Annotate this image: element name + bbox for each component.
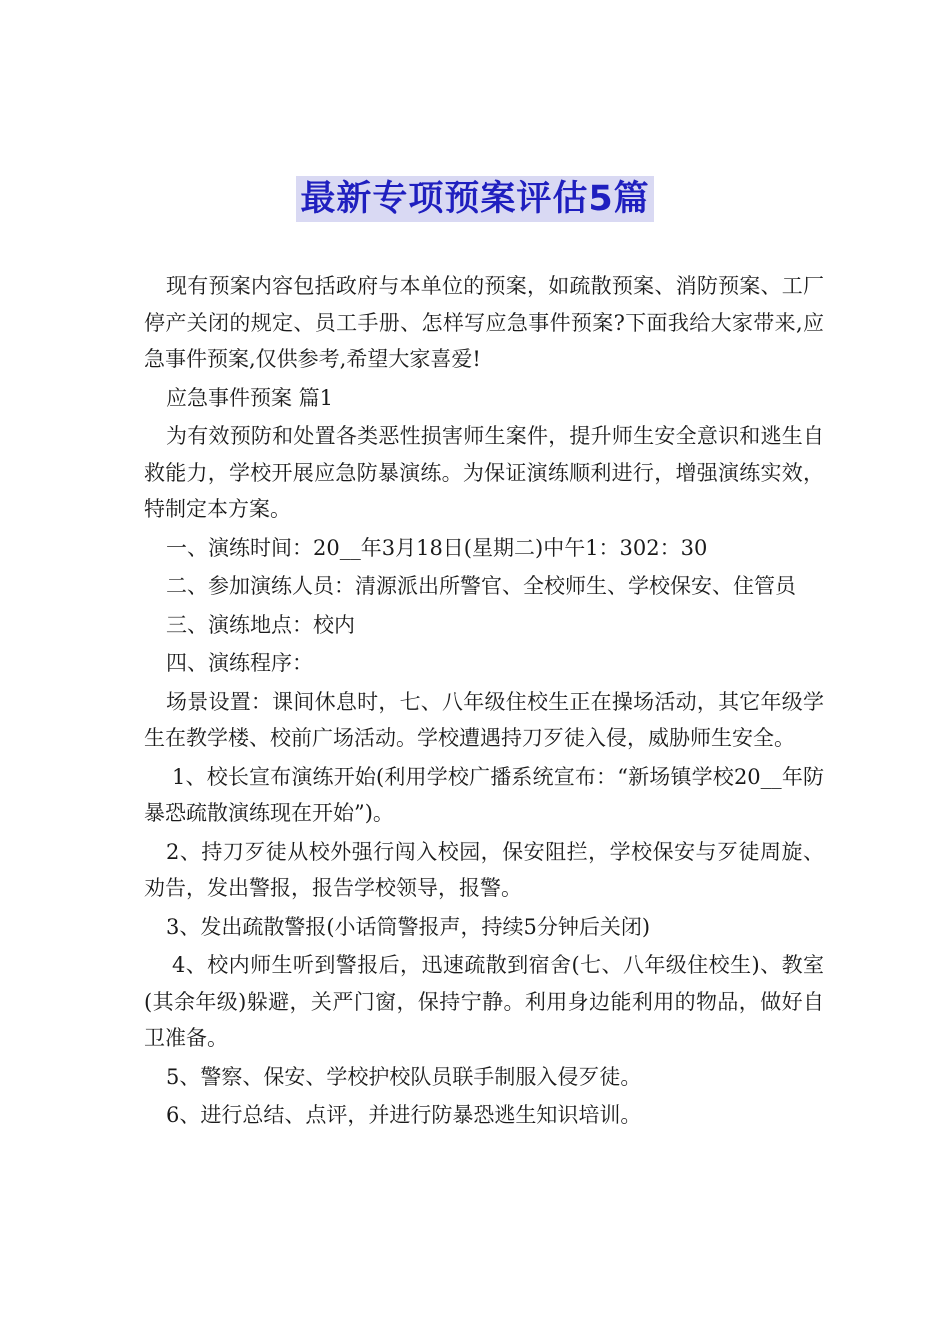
scenario-paragraph: 场景设置：课间休息时，七、八年级住校生正在操场活动，其它年级学生在教学楼、校前广场活动。学校遭遇持刀歹徒入侵，威胁师生安全。 <box>144 689 824 750</box>
step-3-item: 3、发出疏散警报(小话筒警报声，持续5分钟后关闭) <box>166 914 651 939</box>
step-1-item: 1、校长宣布演练开始(利用学校广播系统宣布：“新场镇学校20__年防暴恐疏散演练现在开始”)。 <box>144 764 824 825</box>
step-4-item: 4、校内师生听到警报后，迅速疏散到宿舍(七、八年级住校生)、教室(其余年级)躲避，关严门窗，保持宁静。利用身边能利用的物品，做好自卫准备。 <box>144 953 824 1050</box>
document-body <box>144 268 824 1134</box>
step-5-item: 5、警察、保安、学校护校队员联手制服入侵歹徒。 <box>166 1064 642 1089</box>
section-heading: 应急事件预案 篇1 <box>166 385 334 410</box>
drill-time-item: 一、演练时间：20__年3月18日(星期二)中午1：302：30 <box>166 535 708 560</box>
step-6-item: 6、进行总结、点评，并进行防暴恐逃生知识培训。 <box>166 1103 642 1127</box>
participants-item: 二、参加演练人员：清源派出所警官、全校师生、学校保安、住管员 <box>166 574 796 598</box>
title-container <box>0 176 950 222</box>
location-item: 三、演练地点：校内 <box>166 612 355 637</box>
purpose-paragraph: 为有效预防和处置各类恶性损害师生案件，提升师生安全意识和逃生自救能力，学校开展应急防暴演练。为保证演练顺利进行，增强演练实效，特制定本方案。 <box>144 424 824 521</box>
intro-paragraph: 现有预案内容包括政府与本单位的预案，如疏散预案、消防预案、工厂停产关闭的规定、员工手册、怎样写应急事件预案?下面我给大家带来,应急事件预案,仅供参考,希望大家喜爱! <box>144 274 824 371</box>
procedure-heading: 四、演练程序： <box>166 651 313 675</box>
document-title: 最新专项预案评估5篇 <box>296 176 653 222</box>
step-2-item: 2、持刀歹徒从校外强行闯入校园，保安阻拦，学校保安与歹徒周旋、劝告，发出警报，报告学校领导，报警。 <box>144 839 824 900</box>
